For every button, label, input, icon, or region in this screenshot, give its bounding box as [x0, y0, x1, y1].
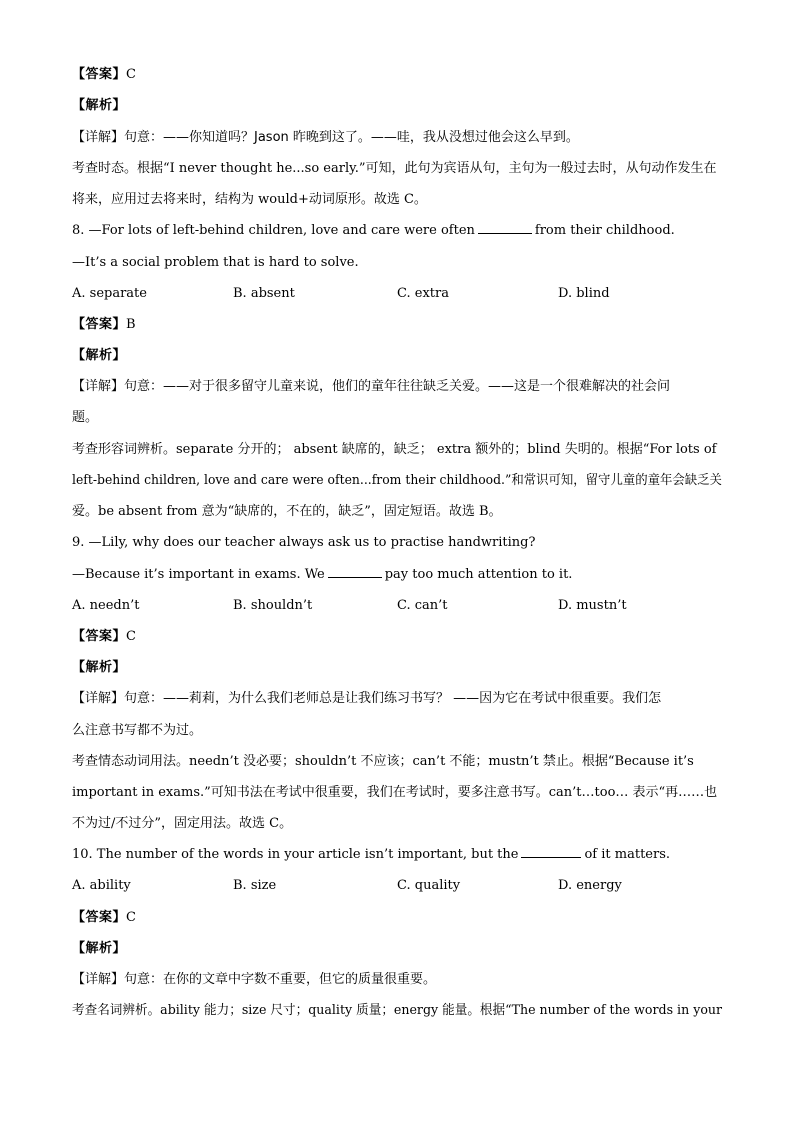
explanation-text: 考查形容词辨析。separate 分开的； absent 缺席的，缺乏； extra 额外的；blind 失明的。根据“For lots of: [72, 442, 717, 457]
detail-text: 【详解】句意：在你的文章中字数不重要，但它的质量很重要。: [72, 972, 437, 987]
reply-text: pay too much attention to it.: [384, 567, 573, 582]
answer-value: C: [126, 629, 136, 644]
answer-line: [72, 628, 136, 646]
explanation-text: 考查时态。根据“I never thought he...so early.”可知，此句为宾语从句，主句为一般过去时，从句动作发生在: [72, 161, 717, 176]
question-reply: —It’s a social problem that is hard to solve.: [72, 255, 359, 270]
answer-label: 【答案】: [72, 67, 127, 82]
explanation-text: 将来，应用过去将来时，结构为 would+动词原形。故选 C。: [72, 192, 427, 207]
explanation-text: left-behind children, love and care were often...from their childhood.”和常识可知，留守儿童的童年会缺乏关: [72, 473, 722, 488]
option-d: D. blind: [558, 286, 610, 301]
answer-blank: [328, 566, 382, 578]
detail-text: 【详解】句意：——你知道吗？Jason 昨晚到这了。——哇，我从没想过他会这么早到。: [72, 130, 579, 145]
detail-text: 么注意书写都不为过。: [72, 723, 203, 738]
answer-value: B: [126, 317, 136, 332]
answer-label: 【答案】: [72, 910, 127, 925]
option-a: A. ability: [72, 878, 131, 893]
option-d: D. mustn’t: [558, 598, 627, 613]
question-reply: [72, 566, 572, 584]
analysis-label: 【解析】: [72, 348, 127, 363]
explanation-text: 考查情态动词用法。needn’t 没必要；shouldn’t 不应该；can’t 不能；mustn’t 禁止。根据“Because it’s: [72, 754, 694, 769]
detail-text: 【详解】句意：——对于很多留守儿童来说，他们的童年往往缺乏关爱。——这是一个很难解决的社会问: [72, 379, 671, 394]
answer-line: [72, 66, 136, 84]
analysis-label: 【解析】: [72, 941, 127, 956]
explanation-text: important in exams.”可知书法在考试中很重要，我们在考试时，要多注意书写。can’t…too… 表示“再……也: [72, 785, 718, 800]
answer-line: [72, 316, 136, 334]
option-d: D. energy: [558, 878, 622, 893]
stem-text: of it matters.: [584, 847, 671, 862]
option-c: C. can’t: [397, 598, 448, 613]
question-stem: [72, 222, 675, 240]
detail-text: 【详解】句意：——莉莉，为什么我们老师总是让我们练习书写？ ——因为它在考试中很重要。我们怎: [72, 691, 662, 706]
analysis-label: 【解析】: [72, 98, 127, 113]
analysis-label: 【解析】: [72, 660, 127, 675]
answer-label: 【答案】: [72, 629, 127, 644]
explanation-text: 爱。be absent from 意为“缺席的，不在的，缺乏”，固定短语。故选 B。: [72, 504, 502, 519]
option-a: A. needn’t: [72, 598, 140, 613]
answer-value: C: [126, 67, 136, 82]
answer-line: [72, 909, 136, 927]
question-stem: [72, 846, 670, 864]
question-stem: 9. —Lily, why does our teacher always ask us to practise handwriting?: [72, 535, 536, 550]
option-c: C. extra: [397, 286, 449, 301]
answer-blank: [521, 846, 581, 858]
option-b: B. size: [233, 878, 277, 893]
reply-text: —Because it’s important in exams. We: [72, 567, 325, 582]
answer-value: C: [126, 910, 136, 925]
detail-text: 题。: [72, 410, 99, 425]
option-b: B. shouldn’t: [233, 598, 313, 613]
stem-text: 8. —For lots of left-behind children, love and care were often: [72, 223, 475, 238]
stem-text: 10. The number of the words in your article isn’t important, but the: [72, 847, 519, 862]
explanation-text: 不为过/不过分”，固定用法。故选 C。: [72, 816, 293, 831]
answer-blank: [478, 222, 532, 234]
answer-label: 【答案】: [72, 317, 127, 332]
option-a: A. separate: [72, 286, 147, 301]
option-b: B. absent: [233, 286, 295, 301]
option-c: C. quality: [397, 878, 461, 893]
explanation-text: 考查名词辨析。ability 能力；size 尺寸；quality 质量；energy 能量。根据“The number of the words in your: [72, 1003, 723, 1018]
stem-text: from their childhood.: [534, 223, 675, 238]
